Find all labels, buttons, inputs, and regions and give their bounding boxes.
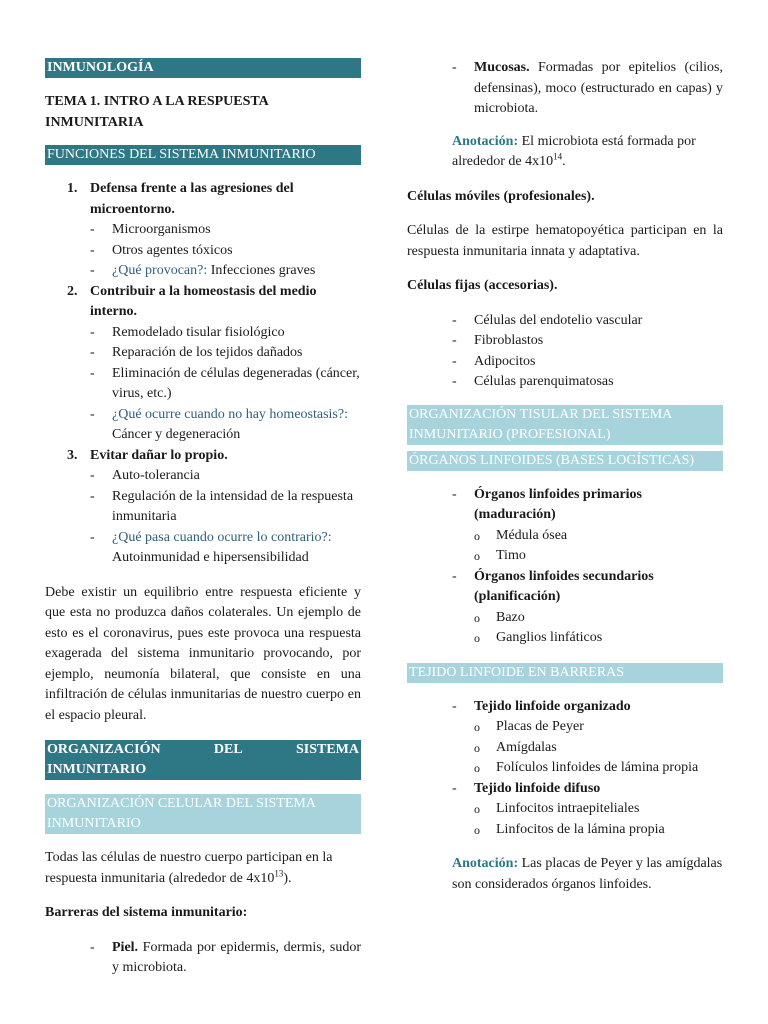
function-number: 2. — [67, 283, 78, 299]
list-item-primarios: - Órganos linfoides primarios (maduración) o Médula ósea o Timo — [452, 485, 723, 567]
question-text: ¿Qué provocan?: — [112, 263, 208, 278]
tejido-list — [407, 697, 723, 841]
function-title: Defensa frente a las agresiones del microentorno. — [90, 181, 294, 217]
header-inmunologia: INMUNOLOGÍA — [45, 58, 361, 78]
fijas-title: Células fijas (accesorias). — [407, 278, 558, 293]
sub-item: o Médula ósea — [474, 527, 568, 543]
list-item: - Fibroblastos — [452, 333, 544, 348]
list-item: - Remodelado tisular fisiológico — [90, 324, 285, 340]
list-item-difuso: - Tejido linfoide difuso o Linfocitos intraepiteliales o Linfocitos de la lámina propia — [452, 779, 723, 841]
paragraph-equilibrio: Debe existir un equilibrio entre respuesta eficiente y que esta no produzca daños colaterales. Un ejemplo de esto es el coronavirus, pues este provoca una respuesta exagerada del sistema inmunitario provocando, por ejemplo, neumonía bilateral, que consiste en una infiltración de células inmunitarias de nuestro cuerpo en el espacio pleural. — [45, 584, 361, 723]
function-number: 1. — [67, 181, 78, 196]
functions-list — [45, 179, 361, 569]
function-item-1 — [45, 179, 361, 282]
section-organos: ÓRGANOS LINFOIDES (BASES LOGÍSTICAS) — [407, 451, 723, 471]
question-text: ¿Qué ocurre cuando no hay homeostasis?: — [112, 406, 348, 422]
list-item: - Microorganismos — [90, 222, 211, 237]
section-celular: ORGANIZACIÓN CELULAR DEL SISTEMA INMUNITARIO — [45, 794, 361, 834]
function-number: 3. — [67, 447, 78, 463]
list-item: - Reparación de los tejidos dañados — [90, 345, 303, 360]
function-item-2 — [45, 282, 361, 446]
list-item: - Adipocitos — [452, 353, 536, 369]
list-item: - Células parenquimatosas — [452, 374, 614, 389]
celulas-paragraph: Todas las células de nuestro cuerpo participan en la respuesta inmunitaria (alrededor de $4x10^{13}$). — [45, 850, 333, 886]
mucosas-list — [407, 58, 723, 120]
section-tejido-barreras: TEJIDO LINFOIDE EN BARRERAS — [407, 663, 723, 683]
section-organizacion: ORGANIZACIÓN DEL SISTEMA INMUNITARIO — [45, 740, 361, 780]
list-item: - Regulación de la intensidad de la respuesta inmunitaria — [90, 488, 354, 524]
function-item-3 — [45, 446, 361, 569]
list-item: - ¿Qué provocan?: Infecciones graves — [90, 263, 316, 278]
barreras-title: Barreras del sistema inmunitario: — [45, 905, 248, 920]
sub-item: o Placas de Peyer — [474, 719, 584, 734]
fijas-list — [407, 311, 723, 393]
list-item: - Auto-tolerancia — [90, 468, 200, 483]
section-tisular: ORGANIZACIÓN TISULAR DEL SISTEMA INMUNITARIO (PROFESIONAL) — [407, 405, 723, 445]
moviles-title: Células móviles (profesionales). — [407, 188, 595, 204]
section-funciones: FUNCIONES DEL SISTEMA INMUNITARIO — [45, 145, 361, 165]
anotacion-placas: Anotación: Las placas de Peyer y las amígdalas son considerados órganos linfoides. — [452, 856, 723, 892]
list-item: - Otros agentes tóxicos — [90, 242, 233, 258]
right-column — [407, 58, 723, 895]
sub-item: o Bazo — [474, 609, 525, 625]
left-column — [45, 58, 361, 979]
list-item: - ¿Qué pasa cuando ocurre lo contrario?: Autoinmunidad e hipersensibilidad — [90, 529, 332, 565]
moviles-text: Células de la estirpe hematopoyética participan en la respuesta inmunitaria innata y adaptativa. — [407, 223, 723, 259]
list-item: - ¿Qué ocurre cuando no hay homeostasis?: Cáncer y degeneración — [90, 406, 348, 442]
anotacion-microbiota: Anotación: El microbiota está formada por alrededor de $4x10^{14}$. — [452, 133, 696, 169]
list-item: - Eliminación de células degeneradas (cáncer, virus, etc.) — [90, 365, 360, 401]
list-item-secundarios: - Órganos linfoides secundarios (planificación) o Bazo o Ganglios linfáticos — [452, 567, 723, 649]
tema-title: TEMA 1. INTRO A LA RESPUESTA INMUNITARIA — [45, 94, 269, 130]
function-title: Contribuir a la homeostasis del medio interno. — [90, 283, 317, 319]
list-item: - Células del endotelio vascular — [452, 312, 643, 328]
question-text: ¿Qué pasa cuando ocurre lo contrario?: — [112, 529, 332, 545]
sub-item: o Ganglios linfáticos — [474, 630, 603, 645]
organos-list — [407, 485, 723, 649]
list-item-piel: - Piel. Formada por epidermis, dermis, sudor y microbiota. — [90, 939, 361, 975]
list-item-mucosas: - Mucosas. Formadas por epitelios (cilios, defensinas), moco (estructurado en capas) y microbiota. — [452, 60, 723, 116]
function-title: Evitar dañar lo propio. — [90, 447, 228, 463]
sub-item: o Linfocitos de la lámina propia — [474, 821, 665, 837]
barreras-list — [45, 938, 361, 979]
sub-item: o Linfocitos intraepiteliales — [474, 801, 640, 816]
sub-item: o Folículos linfoides de lámina propia — [474, 760, 699, 775]
sub-item: o Amígdalas — [474, 739, 557, 755]
sub-item: o Timo — [474, 548, 526, 563]
list-item-organizado: - Tejido linfoide organizado o Placas de Peyer o Amígdalas o Folículos linfoides de lámina propia — [452, 697, 723, 779]
